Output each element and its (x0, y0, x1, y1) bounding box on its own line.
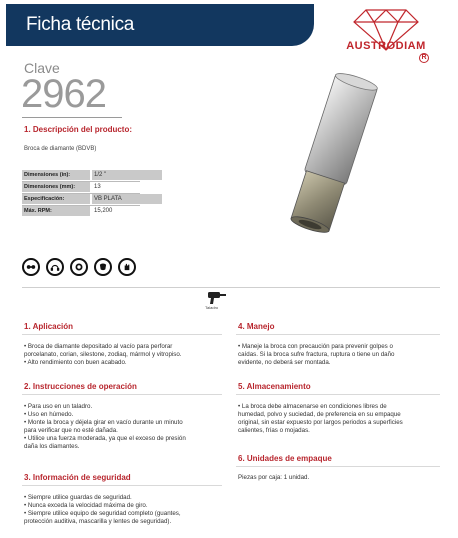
seguridad-text (24, 494, 220, 526)
spec-row (22, 206, 140, 217)
text-line: • Uso en húmedo. (24, 411, 74, 418)
descripcion-text: Broca de diamante (BDVB) (24, 146, 97, 152)
face-shield-icon (70, 258, 88, 276)
spec-value: VB PLATA (92, 194, 162, 204)
text-line: original, sin estar expuesto por largos periodos a superficies (238, 419, 403, 426)
text-line: • Siempre utilice equipo de seguridad completo (guantes, (24, 510, 181, 517)
spec-value: 13 (94, 184, 101, 190)
instrucciones-title: 2. Instrucciones de operación (24, 382, 137, 391)
spec-value: 15,200 (94, 208, 113, 214)
page-title: Ficha técnica (26, 14, 135, 35)
empaque-title: 6. Unidades de empaque (238, 454, 332, 463)
text-line: • Broca de diamante depositado al vacío para perforar (24, 343, 173, 350)
text-line: • Nunca exceda la velocidad máxima de giro. (24, 502, 148, 509)
section-rule (236, 466, 440, 467)
seguridad-title: 3. Información de seguridad (24, 473, 131, 482)
text-line: • Utilice una fuerza moderada, ya que el exceso de presión (24, 435, 186, 442)
text-line: • Monte la broca y déjela girar en vacío durante un minuto (24, 419, 183, 426)
section-rule (22, 485, 222, 486)
instrucciones-text (24, 403, 220, 451)
almacenamiento-title: 5. Almacenamiento (238, 382, 311, 391)
spec-key: Especificación: (22, 194, 90, 204)
brand-logo (322, 6, 450, 68)
spec-row (22, 182, 140, 193)
goggles-icon (22, 258, 40, 276)
drill-label: Taladro (205, 305, 219, 310)
text-line: • Alto rendimiento con buen acabado. (24, 359, 127, 366)
dust-mask-icon (94, 258, 112, 276)
text-line: calientes, frías o mojadas. (238, 427, 310, 434)
drill-icon (204, 289, 228, 305)
hearing-protection-icon (46, 258, 64, 276)
section-rule (22, 334, 222, 335)
section-rule (236, 334, 440, 335)
manejo-text (238, 343, 438, 367)
aplicacion-title: 1. Aplicación (24, 322, 74, 331)
spec-key: Máx. RPM: (22, 206, 90, 216)
text-line: protección auditiva, mascarilla y lentes de seguridad). (24, 518, 172, 525)
text-line: • Para uso en un taladro. (24, 403, 93, 410)
descripcion-title: 1. Descripción del producto: (24, 125, 133, 134)
text-line: humedad, polvo y suciedad, de preferencia en su empaque (238, 411, 401, 418)
text-line: • La broca debe almacenarse en condiciones libres de (238, 403, 387, 410)
text-line: para verificar que no esté dañada. (24, 427, 118, 434)
text-line: • Maneje la broca con precaución para prevenir golpes o (238, 343, 393, 350)
text-line: porcelanato, corian, silestone, zodiaq, mármol y vitropiso. (24, 351, 182, 358)
registered-mark: R (419, 53, 429, 63)
almacenamiento-text (238, 403, 438, 435)
spec-value: 1/2 " (92, 170, 162, 180)
text-line: caídas. Si la broca sufre fractura, ruptura o tiene un daño (238, 351, 395, 358)
clave-label: Clave (24, 60, 60, 76)
section-divider (22, 287, 440, 288)
manejo-title: 4. Manejo (238, 322, 275, 331)
text-line: evidente, no deberá ser montada. (238, 359, 331, 366)
spec-row (22, 194, 140, 205)
section-rule (236, 394, 440, 395)
spec-row (22, 170, 140, 181)
brand-name: AUSTRODIAM (346, 40, 426, 52)
clave-underline (22, 117, 122, 118)
clave-number: 2962 (21, 72, 106, 116)
text-line: • Siempre utilice guardas de seguridad. (24, 494, 132, 501)
spec-key: Dimensiones (mm): (22, 182, 90, 192)
empaque-text: Piezas por caja: 1 unidad. (238, 474, 310, 481)
aplicacion-text (24, 343, 220, 367)
spec-key: Dimensiones (in): (22, 170, 90, 180)
safety-icons (22, 258, 162, 278)
text-line: daña los diamantes. (24, 443, 80, 450)
product-image (252, 72, 412, 242)
gloves-icon (118, 258, 136, 276)
section-rule (22, 394, 222, 395)
